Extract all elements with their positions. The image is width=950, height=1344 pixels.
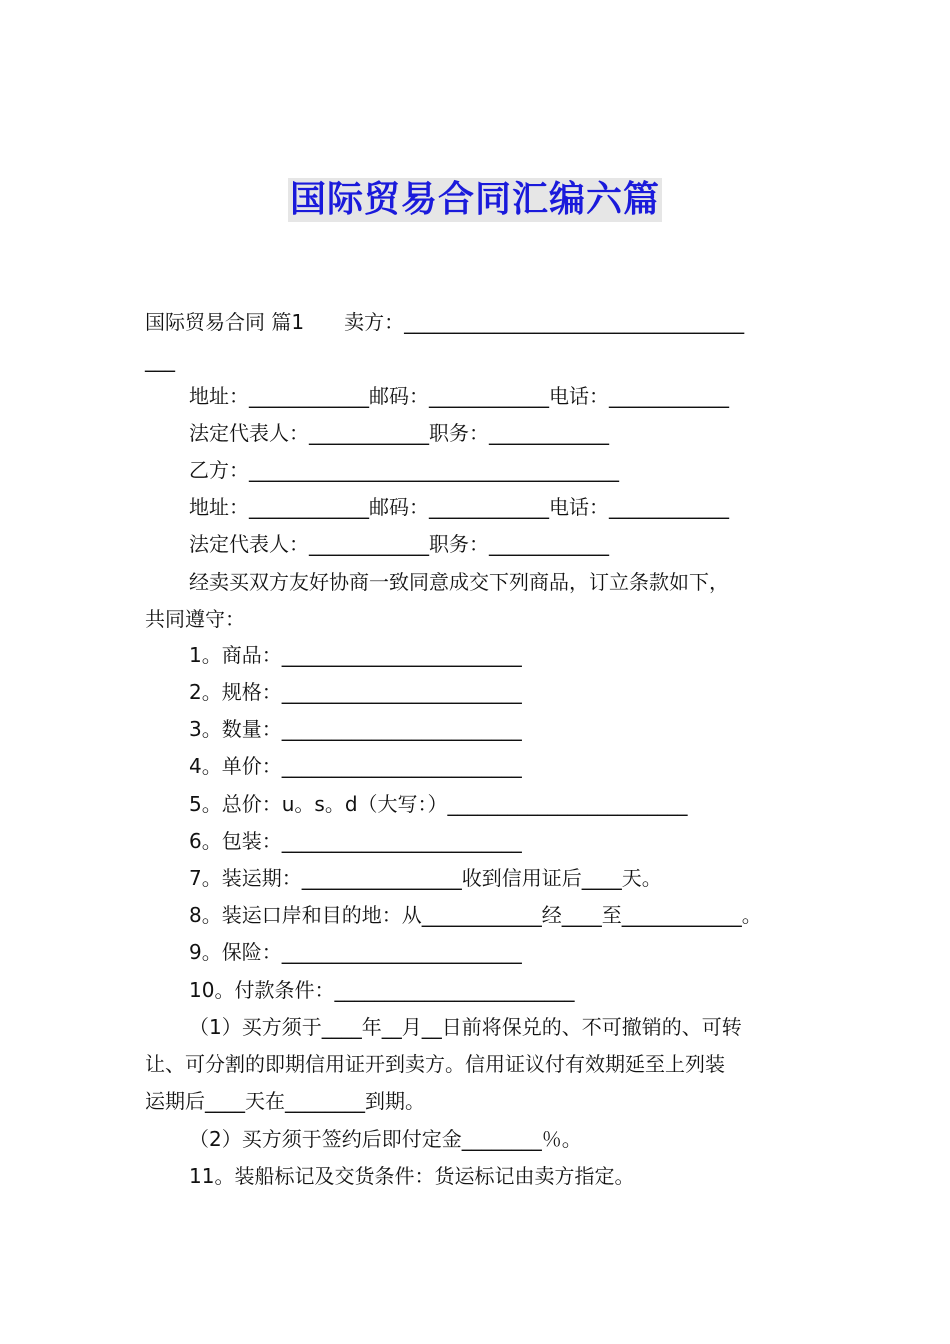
clause-shipping-marks: 11。装船标记及交货条件：货运标记由卖方指定。 [189, 1164, 635, 1188]
title-container [0, 178, 950, 222]
agreement-intro-continuation: 共同遵守： [145, 607, 245, 631]
party-b-address-line: 地址：____________邮码：____________电话：____________ [189, 495, 729, 519]
clause-insurance: 9。保险：________________________ [189, 940, 522, 964]
seller-address-line: 地址：____________邮码：____________电话：____________ [189, 384, 729, 408]
document-title: 国际贸易合同汇编六篇 [289, 179, 660, 220]
payment-subclause-2: （2）买方须于签约后即付定金________％。 [189, 1127, 582, 1151]
payment-subclause-1-line2: 让、可分割的即期信用证开到卖方。信用证议付有效期延至上列装 [145, 1052, 725, 1076]
contract-heading-seller-line: 国际贸易合同 篇1 卖方：__________________________________ [145, 310, 745, 334]
clause-shipment-period: 7。装运期：________________收到信用证后____天。 [189, 866, 662, 890]
clause-payment-terms: 10。付款条件：________________________ [189, 978, 575, 1002]
clause-quantity: 3。数量：________________________ [189, 717, 522, 741]
party-b-representative-line: 法定代表人：____________职务：____________ [189, 532, 609, 556]
clause-ports: 8。装运口岸和目的地：从____________经____至____________。 [189, 903, 762, 927]
payment-subclause-1-line1: （1）买方须于____年__月__日前将保兑的、不可撤销的、可转 [189, 1015, 742, 1039]
agreement-intro-line: 经卖买双方友好协商一致同意成交下列商品，订立条款如下， [189, 570, 729, 594]
seller-line-continuation: ___ [145, 348, 175, 372]
clause-packing: 6。包装：________________________ [189, 829, 522, 853]
clause-total-price: 5。总价：u。s。d（大写：）________________________ [189, 792, 688, 816]
payment-subclause-1-line3: 运期后____天在________到期。 [145, 1089, 425, 1113]
seller-representative-line: 法定代表人：____________职务：____________ [189, 421, 609, 445]
party-b-line: 乙方：_____________________________________ [189, 458, 619, 482]
clause-commodity: 1。商品：________________________ [189, 643, 522, 667]
clause-unit-price: 4。单价：________________________ [189, 754, 522, 778]
clause-specification: 2。规格：________________________ [189, 680, 522, 704]
